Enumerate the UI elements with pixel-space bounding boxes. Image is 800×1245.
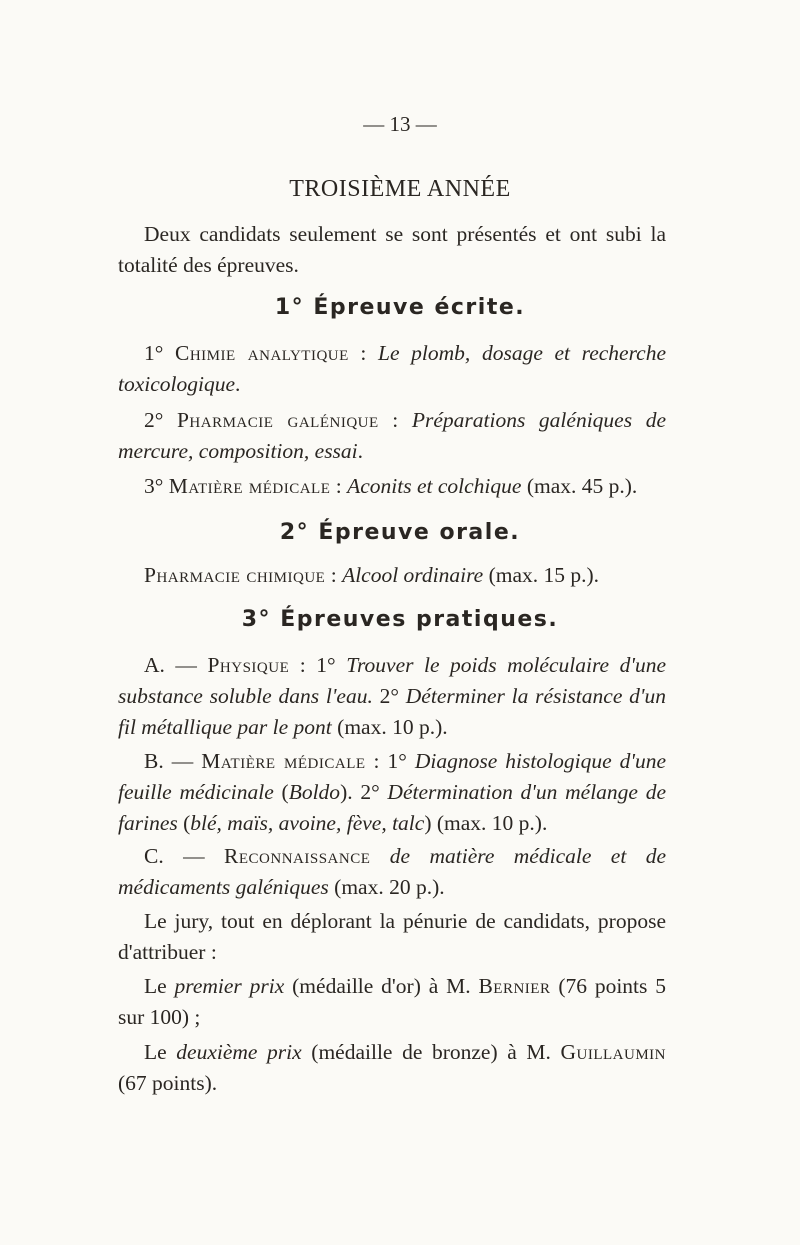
prize-second: [118, 1037, 666, 1099]
item-topic: Aconits et colchique: [347, 474, 522, 498]
item-paren-1: (: [273, 780, 289, 804]
item-subject: Matière médicale: [201, 749, 366, 773]
item-end: ) (max. 10 p.).: [424, 811, 548, 835]
practical-item-c: [118, 841, 666, 903]
practical-item-a: [118, 650, 666, 743]
prize-pre: Le: [144, 974, 175, 998]
item-prefix: C. —: [144, 844, 225, 868]
item-end: (max. 20 p.).: [328, 875, 445, 899]
section-title: TROISIÈME ANNÉE: [289, 176, 511, 202]
item-prefix: A. —: [144, 653, 208, 677]
prize-label: deuxième prix: [176, 1040, 302, 1064]
item-number: 1°: [144, 341, 175, 365]
written-item-2: [118, 405, 666, 467]
item-end: (max. 15 p.).: [483, 563, 600, 587]
item-topic-2: Déterminer la résistance d'un fil métallique par le pont: [118, 684, 666, 739]
item-mid: 2°: [372, 684, 406, 708]
item-topic-1: Trouver le poids moléculaire d'une substance soluble dans l'eau.: [118, 653, 666, 708]
written-item-1: [118, 338, 666, 400]
item-separator: :: [330, 474, 348, 498]
jury-paragraph: Le jury, tout en déplorant la pénurie de candidats, propose d'attribuer :: [118, 909, 666, 964]
laureate-name: Guillaumin: [560, 1040, 666, 1064]
item-separator: : 1°: [365, 749, 415, 773]
prize-first: [118, 971, 666, 1033]
item-separator: :: [348, 341, 379, 365]
prize-label: premier prix: [174, 974, 285, 998]
item-topic: Le plomb, dosage et recherche toxicologique: [118, 341, 667, 396]
practical-heading: 3° Épreuves pratiques.: [241, 607, 559, 632]
item-number: 3°: [144, 474, 169, 498]
item-end: (max. 10 p.).: [331, 715, 448, 739]
item-separator: :: [325, 563, 343, 587]
prize-pre: Le: [144, 1040, 177, 1064]
item-end: .: [357, 439, 364, 463]
item-topic-1: Diagnose histologique d'une feuille médicinale: [118, 749, 667, 804]
item-topic-4: blé, maïs, avoine, fève, talc: [190, 811, 425, 835]
item-end: (max. 45 p.).: [521, 474, 638, 498]
item-paren-2: ). 2°: [340, 780, 388, 804]
item-subject: Chimie analytique: [175, 341, 349, 365]
item-subject: Pharmacie galénique: [176, 408, 379, 432]
item-subject: Reconnaissance: [224, 844, 371, 868]
item-separator: : 1°: [289, 653, 347, 677]
item-separator: :: [378, 408, 412, 432]
prize-mid: (médaille de bronze) à M.: [301, 1040, 561, 1064]
laureate-name: Bernier: [478, 974, 551, 998]
prize-end: (76 points 5 sur 100) ;: [118, 974, 666, 1029]
written-item-3: [118, 471, 666, 502]
item-prefix: B. —: [144, 749, 202, 773]
oral-heading: 2° Épreuve orale.: [279, 520, 521, 545]
item-paren-3: (: [177, 811, 191, 835]
item-topic-2: Boldo: [288, 780, 341, 804]
item-topic-3: Détermination d'un mélange de farines: [118, 780, 666, 835]
item-end: .: [235, 372, 241, 396]
prize-end: (67 points).: [118, 1071, 218, 1095]
written-heading: 1° Épreuve écrite.: [274, 295, 526, 320]
item-subject: Physique: [207, 653, 290, 677]
oral-item: [118, 560, 666, 591]
item-topic: de matière médicale et de médicaments galéniques: [118, 844, 666, 899]
item-topic: Alcool ordinaire: [342, 563, 484, 587]
item-subject: Matière médicale: [168, 474, 331, 498]
page-number: — 13 —: [363, 112, 437, 136]
item-subject: Pharmacie chimique: [144, 563, 326, 587]
intro-paragraph: Deux candidats seulement se sont présentés et ont subi la totalité des épreuves.: [118, 222, 666, 277]
item-number: 2°: [144, 408, 177, 432]
practical-item-b: [118, 746, 666, 839]
item-topic: Préparations galéniques de mercure, composition, essai: [118, 408, 666, 463]
prize-mid: (médaille d'or) à M.: [284, 974, 479, 998]
